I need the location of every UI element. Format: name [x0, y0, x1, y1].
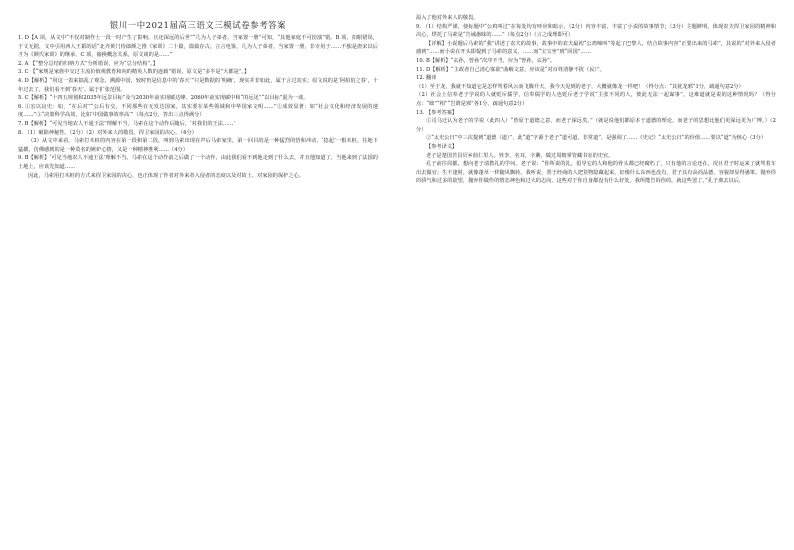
answer-paragraph: 5. C【解析】“十四五规划和2035年远景目标”及与2030年前实现碳达峰、2060年前实现碳中和“的远见”“以目标”混为一谈。 [18, 95, 309, 102]
answer-paragraph: 8. （1）破除神秘性。（2分）（2）对外来人的敬畏，捍卫家园的决心。（4分） [18, 129, 197, 136]
answer-paragraph: （2）社会上信奉老子学说的人就贬斥儒学，信奉儒学的人也贬斥老子学说“主张不同的人，彼此无法一起谋事”，这难道就是说的这种情况吗？（得分点：“绌”“相”“岂谓是邪”各1分，疏通句意2分） [416, 92, 776, 107]
answer-paragraph: 7. B【解析】“可见当地农人不通王法”理解不当。马索在这个动作后随后，‘对我们的王法……’ [18, 120, 236, 127]
answer-paragraph: 1. D【A 项，从文中“不仅对制作士一段一时产生了影响，且还深远的后世”“几为人子弟者，当家置一册”可知，“其他家庭不可扮演”错。B 项，扣眼错误，于文无据，文中引用西人王韬的话“北齐黄门侍郎颜之推《家训》二十篇，篇篇存古，言言电鉴，几为人子弟者，当家置一册，非专用于……不独是唐宋以后才为《颜氏家训》的继承。C 项，偷换概念关系，原文谈的是……” [18, 35, 378, 59]
answer-paragraph: 11. D【解析】“主政者自己清心寡欲”曲解文意。应该是“对百姓清静不扰（民）”。 [416, 66, 605, 73]
answer-paragraph: 9. （1）结构严谨，使标题中“公鸡叫过”在每处均有呼应和暗示，（2分）内容丰富，丰富了小说的故事情节；（3分）主题鲜明，体现农夫捍卫家园的精神和决心，烘托了马索是“告诫愚昧的……”（每点2分）（言之成理即可） [416, 23, 776, 39]
answer-paragraph: 因此，马索用打木桩的方式来捍卫家园的决心，也正体现了作者对外来者入侵者的态度以及对故土、对家园的保护之心。 [28, 172, 304, 179]
section-heading: 【参考译文】 [426, 143, 458, 150]
answer-paragraph: 3. C 【“家规是家族中交过主流价值观教育和向的精英人数的连载”错误，原文是“多半是”大都是”。】 [18, 69, 250, 76]
section-heading: 12. 翻译 [416, 75, 437, 82]
answer-paragraph: 4. D【解析】“用这一表来搞乱了观念，溯源中国，较时仍是信息中的‘春天’”只是数据的‘明确’，现实并非如此，属于言过其实；原文说的是‘阿拍伯之春’，十年过去了，我们看不到‘春天’。属于扩张范围。 [18, 77, 378, 93]
answer-paragraph: 2. A 【“整分总结的归纳方式”分析错误，应为“总分结构”。】 [18, 60, 158, 67]
answer-paragraph: 6. ①宏以良史：如，“在后对”“公后有交，不同那些在无发达国家，其实要在某些领域和中华国家文明……”②成效显著：如“社会文化和经济发展的速度……”③“决策科学高效，比如‘中国做事效率高’”（每点2分，答出三点得满分） [18, 103, 378, 119]
answer-paragraph: ①司马迁认为老子的学说（此四人）“皆原于道德之意，而老子深远矣。”（就是说他们都原本于道德的理论，而老子的思想比他们更深远更为广博。）（2分） [416, 118, 776, 133]
document-title: 银川一中2021届高三语文三模试卷参考答案 [109, 20, 287, 30]
answer-paragraph: （1）至于龙，我就不知道它是怎样驾着风云而飞腾升天，我今天见到的老子，大概就像龙一样吧！（得分点：“其犹龙邪”1分，疏通句意2分） [416, 83, 744, 90]
answer-paragraph: 【详解】小说题后马索的“我”讲述了农夫的故事，故事中的农夫最初“公鸡啼叫”等起了巴黎人，结合故事内容“正要出来的马索”，其说的“对外来入侵者感到”……而小说在开头即提到了马索的意义，……而“宝宝坐”到“回国”…… [416, 40, 776, 56]
right-column [416, 14, 776, 186]
left-column [18, 14, 378, 180]
answer-paragraph: （3）从文中来看，马索打木桩的内容在第一段和第二段，叫到马索出现在声后马索家里，第一回目的是一种猛烈的悟和冲动，‘捻起’一根木桩，往地下猛插，仿佛感到的是一种莫名的嫉妒心情，又是一种精神胜利……（4分） [18, 138, 378, 153]
section-heading: 13. 【参考答案】 [416, 109, 458, 116]
answer-paragraph: ②“太史公曰”中三次提到“道德（道）”，此“道”字源于老子“道可道，非常道”，是强调了……《史记》“太史公曰”的价值……要以“道”为核心（3分） [426, 135, 767, 142]
translation-paragraph: 孔子前往周都，想向老子请教礼的学问。老子说：“你所说的礼，倡导它的人和他的骨头都已经腐朽了，只有他的言论还在。况且君子时运来了就驾着车出去做官；生不逢时，就像蓬草一样随风飘转。我听说，善于经商的人把货物隐藏起来，好像什么东西也没有，君子具有高尚品德，容貌却显得愚笨。抛弃你的骄气和过多的欲望，抛弃你做作的情态神色和过大的志向，这些对于你自身都没有什么好处。我所能告诉你的，就这些罢了。”孔子离去以后， [416, 161, 776, 185]
answer-paragraph: 温入了他对外来人的敬畏。 [416, 15, 479, 21]
translation-paragraph: 老子是楚国苦县厉乡曲仁里人。姓李，名耳，字聃，做过周朝掌管藏书室的史官。 [426, 152, 614, 159]
answer-paragraph: 10. B【解析】“玄孙，曾孙”次序不当，应为“曾孙，玄孙”。 [416, 57, 556, 64]
answer-paragraph: 9. B【解析】‘可见当地农人不通王法’理解不当。马索在这个动作前之后做了一个动作，由此我们看不到他走到了什么去，并且他知道了，当他来到了法国的土地上，应该先知道…… [18, 155, 378, 170]
